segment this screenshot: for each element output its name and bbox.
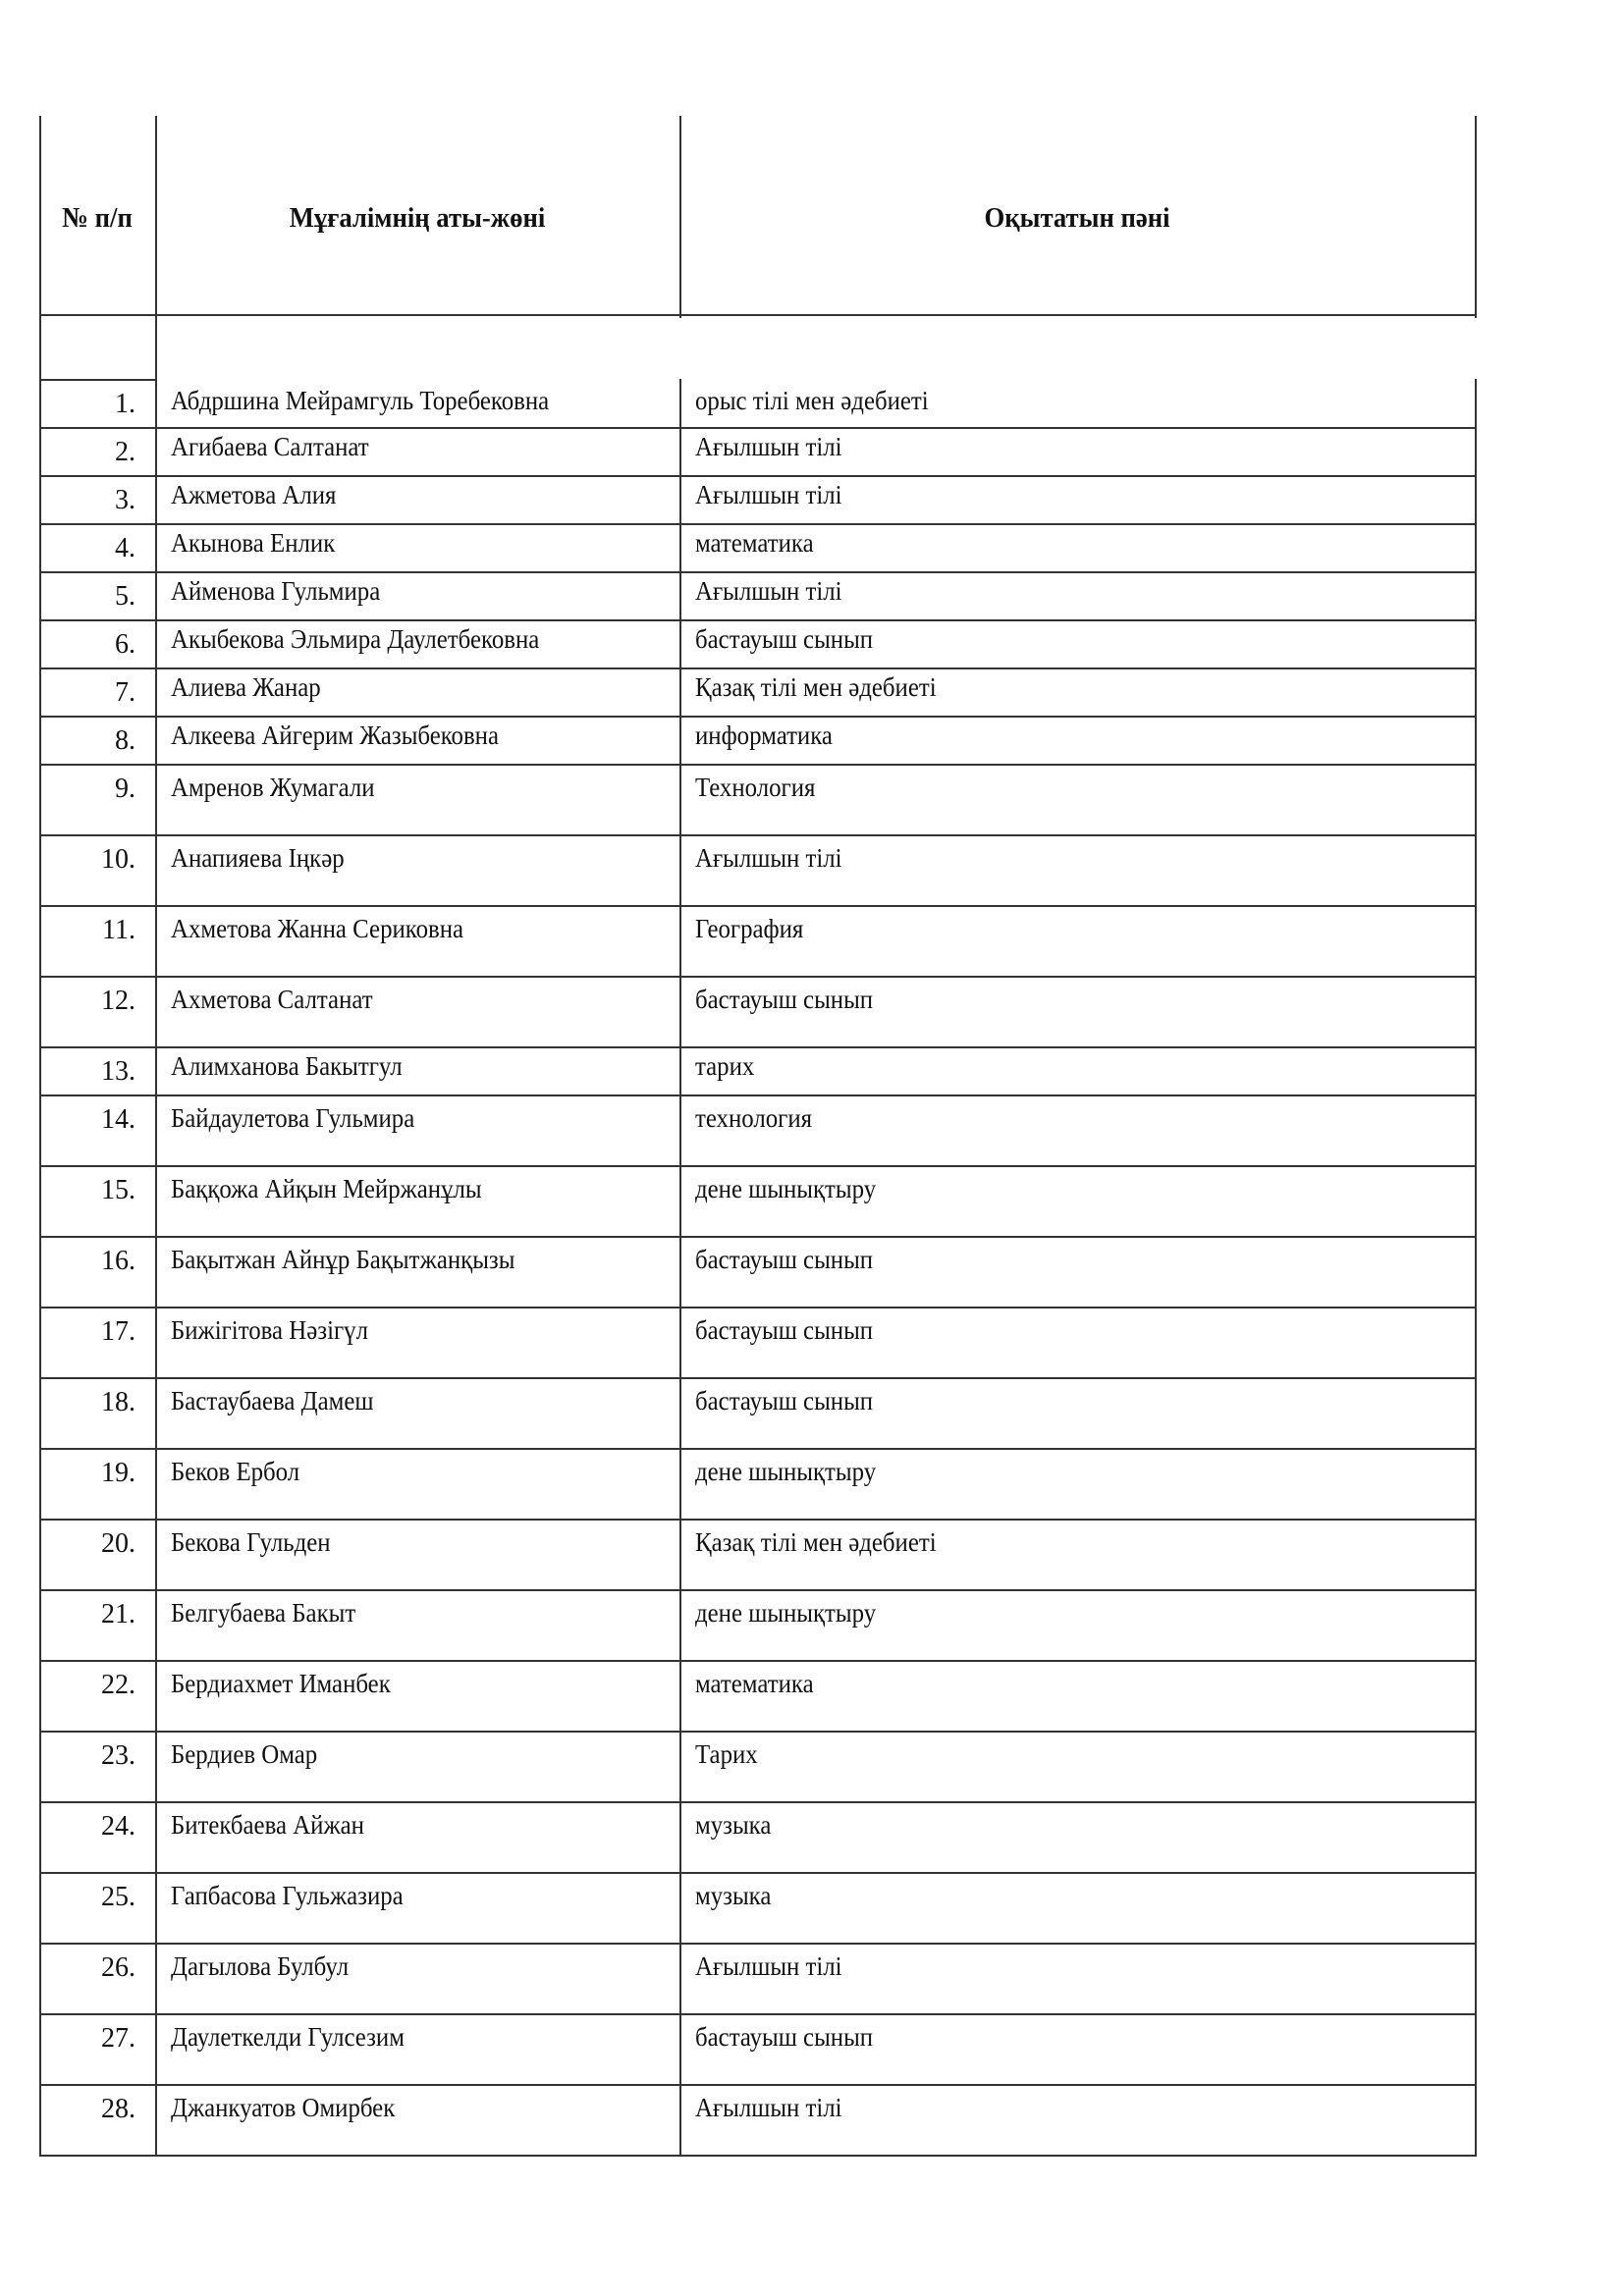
teacher-name: Алкеева Айгерим Жазыбековна bbox=[171, 721, 500, 750]
table-border-left bbox=[39, 1307, 41, 1379]
teacher-name: Белгубаева Бакыт bbox=[171, 1598, 356, 1628]
table-border-left bbox=[39, 905, 41, 978]
row-number: 25. bbox=[101, 1882, 135, 1912]
subject: Ағылшын тілі bbox=[695, 1951, 842, 1981]
row-bottom-border bbox=[39, 2155, 1477, 2157]
row-bottom-border bbox=[39, 475, 1477, 477]
table-border-right bbox=[1475, 1660, 1477, 1733]
subject: музыка bbox=[695, 1881, 772, 1910]
table-border-right bbox=[1475, 475, 1477, 525]
row-bottom-border bbox=[39, 619, 1477, 621]
table-border-col1 bbox=[155, 1448, 157, 1521]
table-border-col2 bbox=[679, 1448, 681, 1521]
row-bottom-border bbox=[39, 1519, 1477, 1521]
table-border-col1 bbox=[155, 976, 157, 1048]
subject: математика bbox=[695, 1669, 814, 1698]
table-border-left bbox=[39, 1943, 41, 2015]
table-border-col2 bbox=[679, 905, 681, 978]
row-number: 21. bbox=[101, 1599, 135, 1629]
row-number: 24. bbox=[101, 1811, 135, 1842]
row-number: 8. bbox=[115, 725, 135, 756]
table-border-left bbox=[39, 1377, 41, 1450]
table-border-left bbox=[39, 1165, 41, 1238]
table-border-col1 bbox=[155, 1801, 157, 1874]
subject: Тарих bbox=[695, 1739, 758, 1769]
table-border-right bbox=[1475, 1095, 1477, 1167]
row-number: 16. bbox=[101, 1246, 135, 1276]
table-border-left bbox=[39, 764, 41, 836]
row-number: 28. bbox=[101, 2094, 135, 2124]
table-border-col1 bbox=[155, 1660, 157, 1733]
table-border-right bbox=[1475, 2084, 1477, 2157]
table-border-col1 bbox=[155, 2084, 157, 2157]
table-border-right bbox=[1475, 834, 1477, 907]
table-border-right bbox=[1475, 427, 1477, 477]
row-bottom-border bbox=[39, 1448, 1477, 1450]
table-border-col2 bbox=[679, 1872, 681, 1945]
teacher-name: Байдаулетова Гульмира bbox=[171, 1103, 415, 1133]
row-bottom-border bbox=[39, 764, 1477, 766]
table-border-col1 bbox=[155, 475, 157, 525]
table-border-left bbox=[39, 1872, 41, 1945]
table-border-right bbox=[1475, 764, 1477, 836]
table-border-right bbox=[1475, 379, 1477, 429]
header-subject: Оқытатын пәні bbox=[984, 202, 1170, 234]
table-border-left bbox=[39, 1731, 41, 1803]
table-border-left bbox=[39, 619, 41, 669]
row-bottom-border bbox=[39, 1589, 1477, 1591]
teacher-name: Джанкуатов Омирбек bbox=[171, 2093, 396, 2122]
table-border-col2 bbox=[679, 1660, 681, 1733]
teacher-name: Бақытжан Айнұр Бақытжанқызы bbox=[171, 1245, 515, 1274]
row-bottom-border bbox=[39, 427, 1477, 429]
table-border-right bbox=[1475, 1165, 1477, 1238]
row-bottom-border bbox=[39, 1307, 1477, 1308]
table-border-right bbox=[1475, 2013, 1477, 2086]
table-border-col2 bbox=[679, 1165, 681, 1238]
table-border-col1 bbox=[155, 1377, 157, 1450]
row-bottom-border bbox=[39, 905, 1477, 907]
row-bottom-border bbox=[39, 523, 1477, 525]
table-border-right bbox=[1475, 571, 1477, 621]
table-border-col2 bbox=[679, 1731, 681, 1803]
teacher-name: Акыбекова Эльмира Даулетбековна bbox=[171, 624, 540, 654]
header-bottom-border bbox=[39, 314, 1477, 316]
teacher-name: Айменова Гульмира bbox=[171, 576, 381, 606]
teacher-name: Ахметова Жанна Сериковна bbox=[171, 914, 464, 943]
table-border-col1 bbox=[155, 2013, 157, 2086]
row-number: 14. bbox=[101, 1104, 135, 1135]
table-border-left-blank bbox=[39, 314, 41, 381]
subject: тарих bbox=[695, 1051, 755, 1081]
row-bottom-border bbox=[39, 2084, 1477, 2086]
table-border-left bbox=[39, 976, 41, 1048]
teacher-name: Амренов Жумагали bbox=[171, 773, 375, 802]
subject: дене шынықтыру bbox=[695, 1174, 877, 1203]
table-border-left bbox=[39, 571, 41, 621]
table-border-col2 bbox=[679, 976, 681, 1048]
table-border-col1 bbox=[155, 1943, 157, 2015]
subject: информатика bbox=[695, 721, 833, 750]
teacher-name: Беков Ербол bbox=[171, 1457, 300, 1486]
table-border-col1 bbox=[155, 619, 157, 669]
table-border-col1 bbox=[155, 1236, 157, 1308]
row-bottom-border bbox=[39, 2013, 1477, 2015]
table-border-left bbox=[39, 1519, 41, 1591]
row-number: 7. bbox=[115, 677, 135, 708]
row-bottom-border bbox=[39, 1236, 1477, 1238]
subject: Қазақ тілі мен әдебиеті bbox=[695, 672, 937, 702]
subject: Ағылшын тілі bbox=[695, 843, 842, 873]
row-bottom-border bbox=[39, 1731, 1477, 1733]
table-border-right bbox=[1475, 1448, 1477, 1521]
table-border-left bbox=[39, 2013, 41, 2086]
table-border-col1 bbox=[155, 764, 157, 836]
table-border-col2 bbox=[679, 1589, 681, 1662]
table-border-col1 bbox=[155, 1165, 157, 1238]
table-border-left bbox=[39, 1236, 41, 1308]
row-number: 15. bbox=[101, 1175, 135, 1205]
teacher-name: Баққожа Айқын Мейржанұлы bbox=[171, 1174, 482, 1203]
table-border-col1 bbox=[155, 1519, 157, 1591]
teacher-name: Акынова Енлик bbox=[171, 528, 336, 558]
table-border-col2 bbox=[679, 1519, 681, 1591]
table-border-left-header bbox=[39, 116, 41, 318]
subject: бастауыш сынып bbox=[695, 985, 874, 1014]
table-border-col1 bbox=[155, 379, 157, 429]
teacher-name: Бижігітова Нәзігүл bbox=[171, 1315, 368, 1345]
table-border-col1 bbox=[155, 716, 157, 766]
table-border-left bbox=[39, 523, 41, 573]
table-border-right bbox=[1475, 1377, 1477, 1450]
row-number: 2. bbox=[115, 437, 135, 467]
table-border-right bbox=[1475, 523, 1477, 573]
blank-row-bottom-border bbox=[39, 379, 157, 381]
table-border-right bbox=[1475, 1801, 1477, 1874]
table-border-col1 bbox=[155, 1589, 157, 1662]
table-border-col1 bbox=[155, 905, 157, 978]
table-border-col1 bbox=[155, 834, 157, 907]
row-number: 18. bbox=[101, 1387, 135, 1417]
table-border-col2 bbox=[679, 1307, 681, 1379]
table-border-left bbox=[39, 1448, 41, 1521]
table-border-col1 bbox=[155, 1731, 157, 1803]
row-number: 13. bbox=[101, 1056, 135, 1087]
row-bottom-border bbox=[39, 1943, 1477, 1945]
table-border-left bbox=[39, 1589, 41, 1662]
table-border-col1-blank bbox=[155, 314, 157, 381]
subject: Қазақ тілі мен әдебиеті bbox=[695, 1527, 937, 1557]
teacher-name: Даулеткелди Гулсезим bbox=[171, 2022, 405, 2052]
subject: Ағылшын тілі bbox=[695, 432, 842, 461]
subject: Ағылшын тілі bbox=[695, 2093, 842, 2122]
table-border-left bbox=[39, 379, 41, 429]
table-border-right bbox=[1475, 1307, 1477, 1379]
teacher-name: Бердиахмет Иманбек bbox=[171, 1669, 391, 1698]
subject: бастауыш сынып bbox=[695, 1386, 874, 1415]
subject: бастауыш сынып bbox=[695, 1245, 874, 1274]
teacher-name: Алимханова Бакытгул bbox=[171, 1051, 403, 1081]
table-border-col1 bbox=[155, 1095, 157, 1167]
table-border-col1 bbox=[155, 571, 157, 621]
teacher-name: Битекбаева Айжан bbox=[171, 1810, 364, 1840]
row-number: 1. bbox=[115, 389, 135, 419]
table-border-col1 bbox=[155, 427, 157, 477]
table-border-col2 bbox=[679, 475, 681, 525]
table-border-right bbox=[1475, 716, 1477, 766]
row-bottom-border bbox=[39, 1660, 1477, 1662]
row-number: 9. bbox=[115, 774, 135, 804]
row-number: 5. bbox=[115, 581, 135, 612]
table-border-left bbox=[39, 834, 41, 907]
table-border-col1 bbox=[155, 1307, 157, 1379]
table-border-right bbox=[1475, 1046, 1477, 1096]
row-bottom-border bbox=[39, 571, 1477, 573]
table-border-left bbox=[39, 1660, 41, 1733]
table-border-right-header bbox=[1475, 116, 1477, 318]
subject: дене шынықтыру bbox=[695, 1457, 877, 1486]
teacher-name: Бердиев Омар bbox=[171, 1739, 318, 1769]
table-border-left bbox=[39, 427, 41, 477]
row-bottom-border bbox=[39, 1872, 1477, 1874]
table-border-left bbox=[39, 2084, 41, 2157]
row-number: 3. bbox=[115, 485, 135, 515]
row-number: 11. bbox=[102, 915, 135, 945]
teacher-name: Агибаева Салтанат bbox=[171, 432, 369, 461]
row-bottom-border bbox=[39, 667, 1477, 669]
teacher-name: Бастаубаева Дамеш bbox=[171, 1386, 374, 1415]
subject: бастауыш сынып bbox=[695, 624, 874, 654]
row-number: 6. bbox=[115, 629, 135, 660]
teacher-name: Дагылова Булбул bbox=[171, 1951, 350, 1981]
subject: технология bbox=[695, 1103, 813, 1133]
table-border-right bbox=[1475, 976, 1477, 1048]
table-border-left bbox=[39, 1095, 41, 1167]
row-number: 20. bbox=[101, 1528, 135, 1559]
table-border-right bbox=[1475, 667, 1477, 718]
header-teacher-name: Мұғалімнің аты-жөні bbox=[289, 202, 546, 234]
table-border-right bbox=[1475, 1589, 1477, 1662]
row-number: 12. bbox=[101, 986, 135, 1016]
row-bottom-border bbox=[39, 1801, 1477, 1803]
table-border-col2 bbox=[679, 667, 681, 718]
table-border-col2 bbox=[679, 2084, 681, 2157]
table-border-left bbox=[39, 716, 41, 766]
row-bottom-border bbox=[39, 834, 1477, 836]
table-border-col2 bbox=[679, 1046, 681, 1096]
subject: Ағылшын тілі bbox=[695, 480, 842, 509]
row-bottom-border bbox=[39, 976, 1477, 978]
table-border-left bbox=[39, 667, 41, 718]
row-number: 4. bbox=[115, 533, 135, 563]
table-border-col2-header bbox=[679, 116, 681, 318]
subject: География bbox=[695, 914, 804, 943]
table-border-col2 bbox=[679, 1801, 681, 1874]
table-border-col2 bbox=[679, 571, 681, 621]
table-border-right bbox=[1475, 1731, 1477, 1803]
table-border-col2 bbox=[679, 716, 681, 766]
row-number: 17. bbox=[101, 1316, 135, 1347]
row-bottom-border bbox=[39, 1165, 1477, 1167]
teacher-name: Алиева Жанар bbox=[171, 672, 321, 702]
table-border-right bbox=[1475, 619, 1477, 669]
table-border-col2 bbox=[679, 834, 681, 907]
teacher-name: Анапияева Іңкәр bbox=[171, 843, 345, 873]
table-border-left bbox=[39, 475, 41, 525]
row-number: 27. bbox=[101, 2023, 135, 2054]
row-bottom-border bbox=[39, 1095, 1477, 1096]
table-border-right bbox=[1475, 1519, 1477, 1591]
teacher-name: Бекова Гульден bbox=[171, 1527, 331, 1557]
teacher-name: Ажметова Алия bbox=[171, 480, 337, 509]
teacher-name: Ахметова Салтанат bbox=[171, 985, 373, 1014]
table-border-right bbox=[1475, 1236, 1477, 1308]
subject: бастауыш сынып bbox=[695, 2022, 874, 2052]
row-number: 26. bbox=[101, 1952, 135, 1983]
table-border-col2 bbox=[679, 2013, 681, 2086]
table-border-col2 bbox=[679, 379, 681, 429]
table-border-col2 bbox=[679, 1236, 681, 1308]
teacher-name: Абдршина Мейрамгуль Торебековна bbox=[171, 386, 550, 415]
teacher-name: Гапбасова Гульжазира bbox=[171, 1881, 404, 1910]
table-border-col2 bbox=[679, 764, 681, 836]
table-border-left bbox=[39, 1046, 41, 1096]
row-bottom-border bbox=[39, 716, 1477, 718]
row-bottom-border bbox=[39, 1046, 1477, 1048]
row-number: 23. bbox=[101, 1740, 135, 1771]
table-border-col1 bbox=[155, 1046, 157, 1096]
subject: математика bbox=[695, 528, 814, 558]
subject: орыс тілі мен әдебиеті bbox=[695, 386, 929, 415]
row-number: 10. bbox=[101, 844, 135, 875]
row-number: 19. bbox=[101, 1458, 135, 1488]
table-border-col2 bbox=[679, 1943, 681, 2015]
table-border-right bbox=[1475, 1872, 1477, 1945]
table-border-col2 bbox=[679, 523, 681, 573]
table-border-right bbox=[1475, 1943, 1477, 2015]
row-bottom-border bbox=[39, 1377, 1477, 1379]
table-border-col1 bbox=[155, 667, 157, 718]
table-border-col2 bbox=[679, 619, 681, 669]
table-border-right bbox=[1475, 905, 1477, 978]
table-border-left bbox=[39, 1801, 41, 1874]
row-number: 22. bbox=[101, 1670, 135, 1700]
table-border-col1-header bbox=[155, 116, 157, 318]
table-border-col1 bbox=[155, 1872, 157, 1945]
table-border-col2 bbox=[679, 1377, 681, 1450]
subject: бастауыш сынып bbox=[695, 1315, 874, 1345]
subject: Технология bbox=[695, 773, 816, 802]
table-border-col1 bbox=[155, 523, 157, 573]
table-border-col2 bbox=[679, 427, 681, 477]
subject: музыка bbox=[695, 1810, 772, 1840]
subject: Ағылшын тілі bbox=[695, 576, 842, 606]
subject: дене шынықтыру bbox=[695, 1598, 877, 1628]
header-number: № п/п bbox=[62, 202, 133, 234]
table-border-col2 bbox=[679, 1095, 681, 1167]
